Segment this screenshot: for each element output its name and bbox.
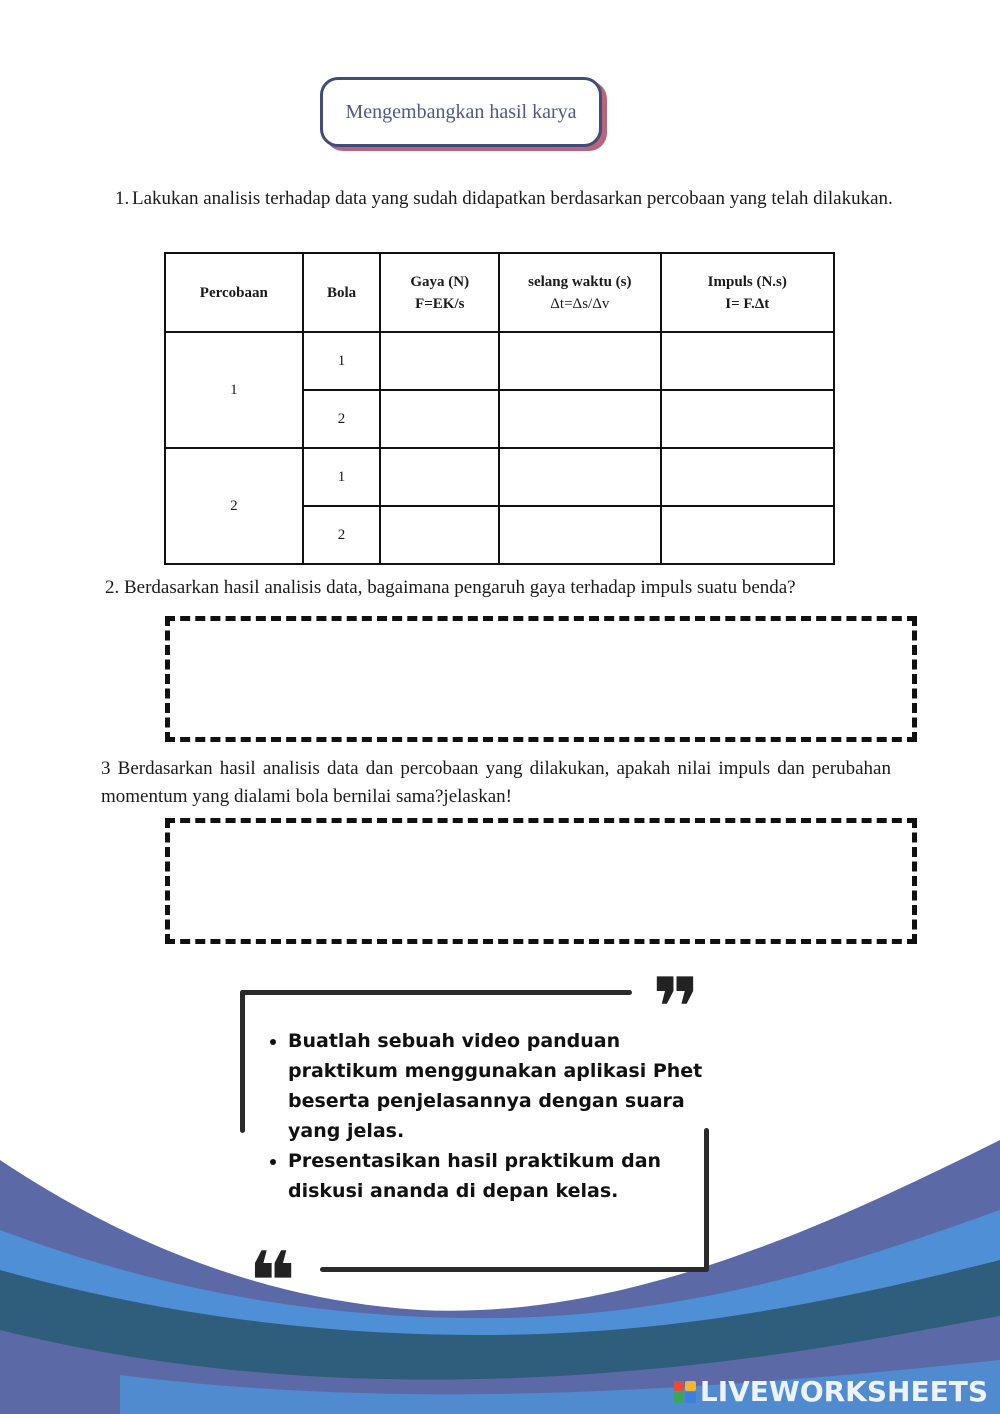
question-1-number: 1. [115, 188, 130, 209]
quote-frame-left [240, 990, 245, 1133]
answer-box-3[interactable] [165, 818, 917, 944]
question-3-text: 3 Berdasarkan hasil analisis data dan percobaan yang dilakukan, apakah nilai impuls dan perubahan momentum yang dialami bola bernilai sama?jelaskan! [101, 758, 891, 807]
table-row [165, 448, 834, 506]
quote-frame-top [240, 990, 632, 995]
question-1-text: Lakukan analisis terhadap data yang sudah didapatkan berdasarkan percobaan yang telah dilakukan. [132, 188, 893, 209]
header-percobaan: Percobaan [165, 253, 303, 332]
experiment-cell: 2 [165, 448, 303, 564]
question-2-text: 2. Berdasarkan hasil analisis data, bagaimana pengaruh gaya terhadap impuls suatu benda? [105, 577, 796, 598]
gaya-input-cell[interactable] [380, 506, 499, 564]
liveworksheets-icon [674, 1381, 696, 1403]
impuls-input-cell[interactable] [661, 506, 834, 564]
liveworksheets-logo[interactable] [674, 1375, 988, 1408]
selang-waktu-input-cell[interactable] [499, 506, 660, 564]
ball-cell: 2 [303, 506, 381, 564]
analysis-table [164, 252, 835, 565]
section-title: Mengembangkan hasil karya [345, 100, 577, 123]
ball-cell: 2 [303, 390, 381, 448]
table-row [165, 332, 834, 390]
experiment-cell: 1 [165, 332, 303, 448]
selang-waktu-input-cell[interactable] [499, 390, 660, 448]
gaya-input-cell[interactable] [380, 390, 499, 448]
section-title-box [320, 77, 602, 147]
impuls-input-cell[interactable] [661, 332, 834, 390]
answer-box-2[interactable] [165, 616, 917, 742]
table-header-row [165, 253, 834, 332]
header-impuls: Impuls (N.s) I= F.Δt [661, 253, 834, 332]
ball-cell: 1 [303, 332, 381, 390]
task-list [260, 1026, 718, 1206]
quote-open-icon: ❝ [248, 1235, 297, 1330]
list-item: • Buatlah sebuah video panduan praktikum menggunakan aplikasi Phet beserta penjelasannya dengan suara yang jelas. [288, 1026, 718, 1146]
impuls-input-cell[interactable] [661, 390, 834, 448]
header-bola: Bola [303, 253, 381, 332]
list-item: • Presentasikan hasil praktikum dan diskusi ananda di depan kelas. [288, 1146, 718, 1206]
task-quote-box [240, 961, 710, 1330]
quote-close-icon: ❞ [652, 961, 701, 1056]
gaya-input-cell[interactable] [380, 448, 499, 506]
header-selang-waktu: selang waktu (s) Δt=Δs/Δv [499, 253, 660, 332]
question-1 [115, 185, 915, 213]
quote-frame-bottom [320, 1267, 709, 1272]
ball-cell: 1 [303, 448, 381, 506]
selang-waktu-input-cell[interactable] [499, 332, 660, 390]
selang-waktu-input-cell[interactable] [499, 448, 660, 506]
gaya-input-cell[interactable] [380, 332, 499, 390]
liveworksheets-text: LIVEWORKSHEETS [699, 1375, 988, 1408]
impuls-input-cell[interactable] [661, 448, 834, 506]
header-gaya: Gaya (N) F=EK/s [380, 253, 499, 332]
